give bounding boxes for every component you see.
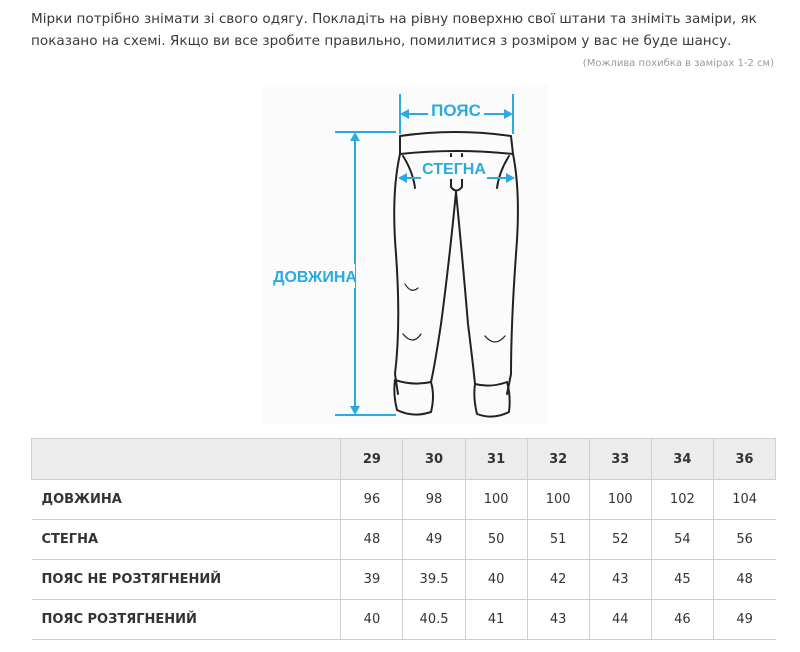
size-header: 32 xyxy=(527,439,589,480)
measurement-error-note: (Можлива похибка в замірах 1-2 см) xyxy=(582,58,774,69)
size-header-row xyxy=(32,439,776,480)
table-cell: 50 xyxy=(465,520,527,560)
size-header: 30 xyxy=(403,439,465,480)
table-cell: 102 xyxy=(651,480,713,520)
table-cell: 43 xyxy=(527,600,589,640)
table-cell: 49 xyxy=(403,520,465,560)
table-cell: 56 xyxy=(713,520,775,560)
table-cell: 52 xyxy=(589,520,651,560)
table-cell: 41 xyxy=(465,600,527,640)
size-header: 33 xyxy=(589,439,651,480)
table-cell: 100 xyxy=(527,480,589,520)
length-label: ДОВЖИНА xyxy=(273,269,357,286)
table-cell: 98 xyxy=(403,480,465,520)
table-row-waist-stretched xyxy=(32,600,776,640)
table-cell: 48 xyxy=(341,520,403,560)
hips-label: СТЕГНА xyxy=(422,161,486,178)
waist-label: ПОЯС xyxy=(431,101,481,120)
table-cell: 39 xyxy=(341,560,403,600)
table-cell: 96 xyxy=(341,480,403,520)
table-cell: 104 xyxy=(713,480,775,520)
size-header: 29 xyxy=(341,439,403,480)
size-table-container xyxy=(31,438,776,645)
table-cell: 46 xyxy=(651,600,713,640)
size-table xyxy=(31,438,776,640)
table-cell: 39.5 xyxy=(403,560,465,600)
intro-text: Мірки потрібно знімати зі свого одягу. Покладіть на рівну поверхню свої штани та зніміть заміри, як показано на схемі. Якщо ви все зробите правильно, помилитися з розміром у вас не буде шансу. xyxy=(31,11,757,49)
table-cell: 48 xyxy=(713,560,775,600)
table-cell: 40 xyxy=(465,560,527,600)
table-cell: 40.5 xyxy=(403,600,465,640)
table-cell: 51 xyxy=(527,520,589,560)
row-label: ПОЯС НЕ РОЗТЯГНЕНИЙ xyxy=(32,560,341,600)
row-label: СТЕГНА xyxy=(32,520,341,560)
row-label: ПОЯС РОЗТЯГНЕНИЙ xyxy=(32,600,341,640)
table-cell: 54 xyxy=(651,520,713,560)
header-corner xyxy=(32,439,341,480)
size-header: 36 xyxy=(713,439,775,480)
table-cell: 45 xyxy=(651,560,713,600)
table-row-waist-relaxed xyxy=(32,560,776,600)
size-header: 34 xyxy=(651,439,713,480)
pants-measurement-diagram xyxy=(263,84,548,424)
table-cell: 100 xyxy=(589,480,651,520)
table-row-hips xyxy=(32,520,776,560)
size-header: 31 xyxy=(465,439,527,480)
table-row-length xyxy=(32,480,776,520)
table-cell: 44 xyxy=(589,600,651,640)
table-cell: 43 xyxy=(589,560,651,600)
pants-diagram-svg xyxy=(263,84,548,424)
row-label: ДОВЖИНА xyxy=(32,480,341,520)
table-cell: 42 xyxy=(527,560,589,600)
table-cell: 100 xyxy=(465,480,527,520)
table-cell: 40 xyxy=(341,600,403,640)
table-cell: 49 xyxy=(713,600,775,640)
